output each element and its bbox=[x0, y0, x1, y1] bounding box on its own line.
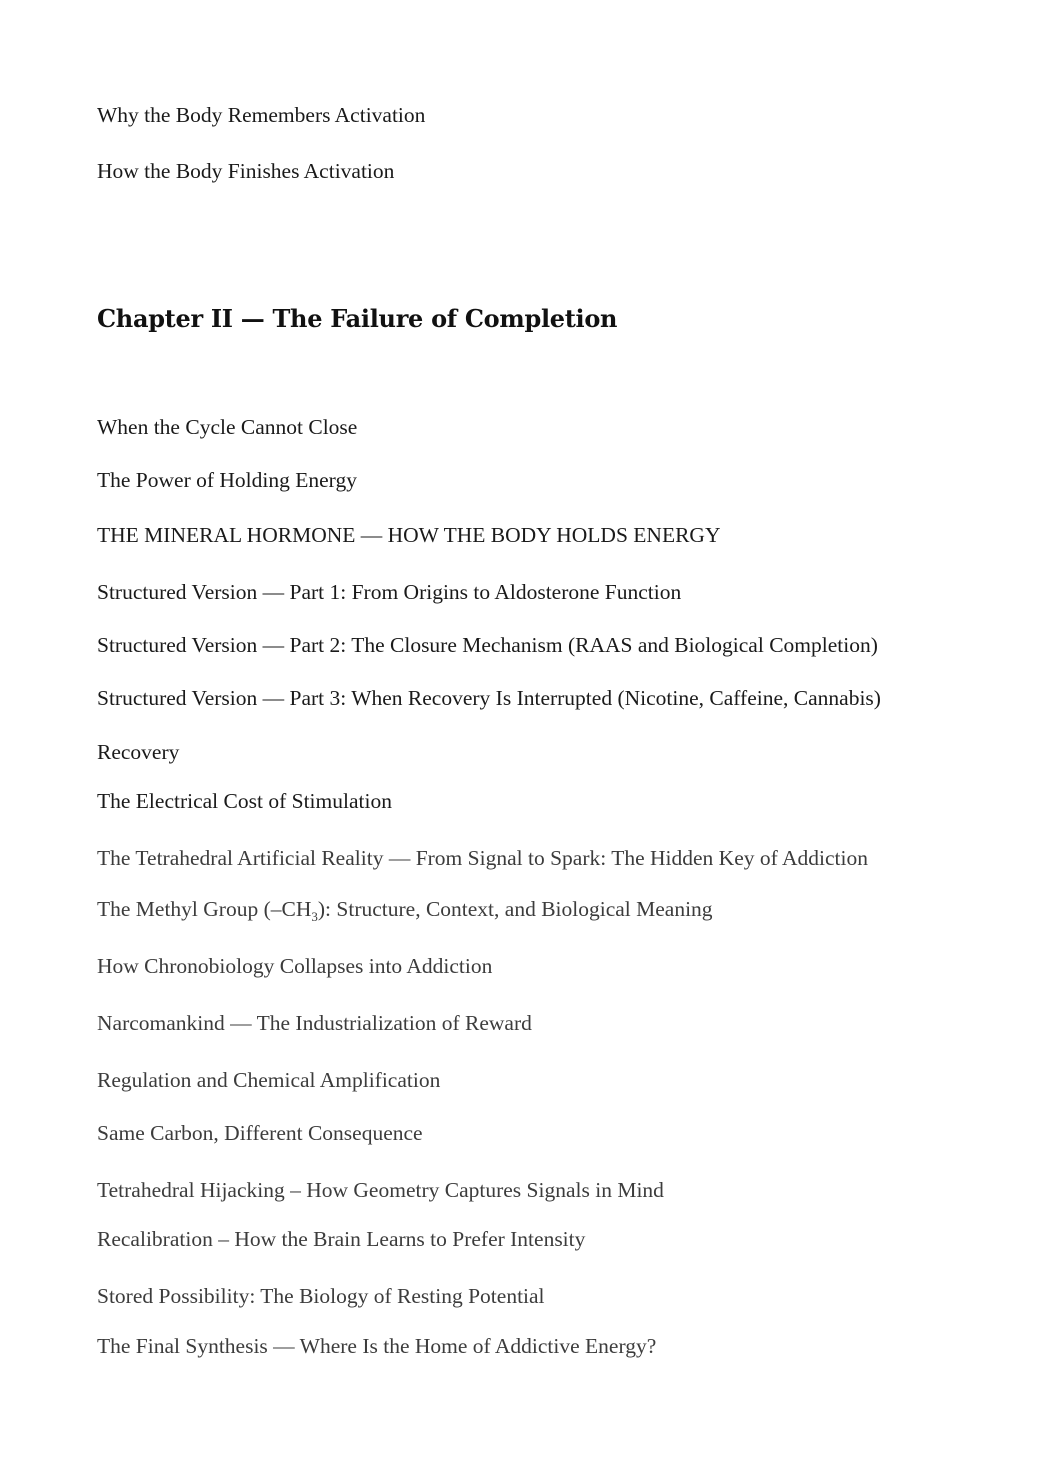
toc-entry: Stored Possibility: The Biology of Resting Potential bbox=[97, 1284, 545, 1308]
toc-entry: The Power of Holding Energy bbox=[97, 468, 357, 492]
toc-entry: Structured Version — Part 2: The Closure Mechanism (RAAS and Biological Completion) bbox=[97, 633, 878, 657]
toc-entry: Recalibration – How the Brain Learns to Prefer Intensity bbox=[97, 1227, 586, 1251]
toc-entry: THE MINERAL HORMONE — HOW THE BODY HOLDS ENERGY bbox=[97, 523, 721, 547]
toc-entry: The Tetrahedral Artificial Reality — From Signal to Spark: The Hidden Key of Addiction bbox=[97, 846, 868, 870]
methyl-text-after: ): Structure, Context, and Biological Meaning bbox=[317, 897, 713, 921]
toc-entry: The Electrical Cost of Stimulation bbox=[97, 789, 392, 813]
toc-entry: Why the Body Remembers Activation bbox=[97, 103, 426, 127]
chapter-heading: Chapter II — The Failure of Completion bbox=[97, 304, 618, 333]
toc-entry: The Final Synthesis — Where Is the Home of Addictive Energy? bbox=[97, 1334, 657, 1358]
toc-entry: How Chronobiology Collapses into Addiction bbox=[97, 954, 493, 978]
methyl-subscript: 3 bbox=[311, 909, 318, 924]
toc-entry: Recovery bbox=[97, 740, 180, 764]
toc-entry: Structured Version — Part 3: When Recovery Is Interrupted (Nicotine, Caffeine, Cannabis) bbox=[97, 686, 881, 710]
methyl-text-before: The Methyl Group (–CH bbox=[97, 897, 312, 921]
toc-entry: Narcomankind — The Industrialization of Reward bbox=[97, 1011, 532, 1035]
toc-entry: When the Cycle Cannot Close bbox=[97, 415, 358, 439]
toc-entry: Regulation and Chemical Amplification bbox=[97, 1068, 441, 1092]
toc-entry: Tetrahedral Hijacking – How Geometry Captures Signals in Mind bbox=[97, 1178, 664, 1202]
toc-entry-methyl-group bbox=[97, 897, 713, 924]
toc-entry: How the Body Finishes Activation bbox=[97, 159, 395, 183]
toc-entry: Structured Version — Part 1: From Origins to Aldosterone Function bbox=[97, 580, 682, 604]
toc-entry: Same Carbon, Different Consequence bbox=[97, 1121, 423, 1145]
